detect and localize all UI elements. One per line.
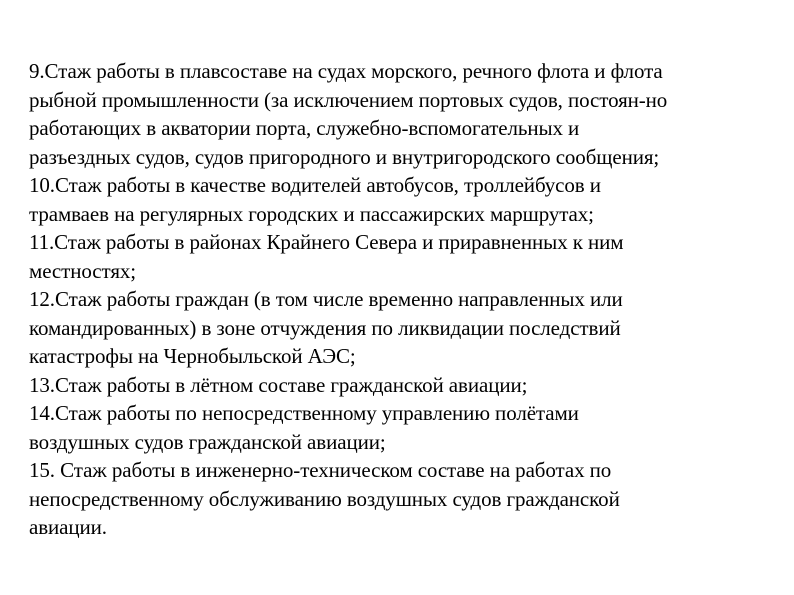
- text-line: трамваев на регулярных городских и пассажирских маршрутах;: [29, 201, 594, 226]
- text-line: работающих в акватории порта, служебно-вспомогательных и: [29, 116, 580, 140]
- text-line-item-14: 14.Стаж работы по непосредственному управлению полётами: [29, 401, 579, 425]
- text-line-item-10: 10.Стаж работы в качестве водителей автобусов, троллейбусов и: [29, 173, 601, 197]
- text-line: катастрофы на Чернобыльской АЭС;: [29, 344, 356, 368]
- text-line: воздушных судов гражданской авиации;: [29, 429, 386, 454]
- text-line-item-11: 11.Стаж работы в районах Крайнего Севера и приравненных к ним: [29, 230, 624, 254]
- text-line: непосредственному обслуживанию воздушных судов гражданской: [29, 486, 620, 511]
- text-line: авиации.: [29, 515, 107, 539]
- text-line-item-15: 15. Стаж работы в инженерно-техническом составе на работах по: [29, 458, 612, 482]
- text-line-item-12: 12.Стаж работы граждан (в том числе временно направленных или: [29, 287, 623, 311]
- text-line-item-9: 9.Стаж работы в плавсоставе на судах морского, речного флота и флота: [29, 59, 663, 83]
- text-line: командированных) в зоне отчуждения по ликвидации последствий: [29, 315, 621, 340]
- text-line: местностях;: [29, 258, 137, 283]
- text-line-item-13: 13.Стаж работы в лётном составе гражданской авиации;: [29, 372, 528, 397]
- document-text: [29, 57, 779, 542]
- text-line: рыбной промышленности (за исключением портовых судов, постоян-но: [29, 87, 668, 112]
- text-line: разъездных судов, судов пригородного и внутригородского сообщения;: [29, 144, 660, 169]
